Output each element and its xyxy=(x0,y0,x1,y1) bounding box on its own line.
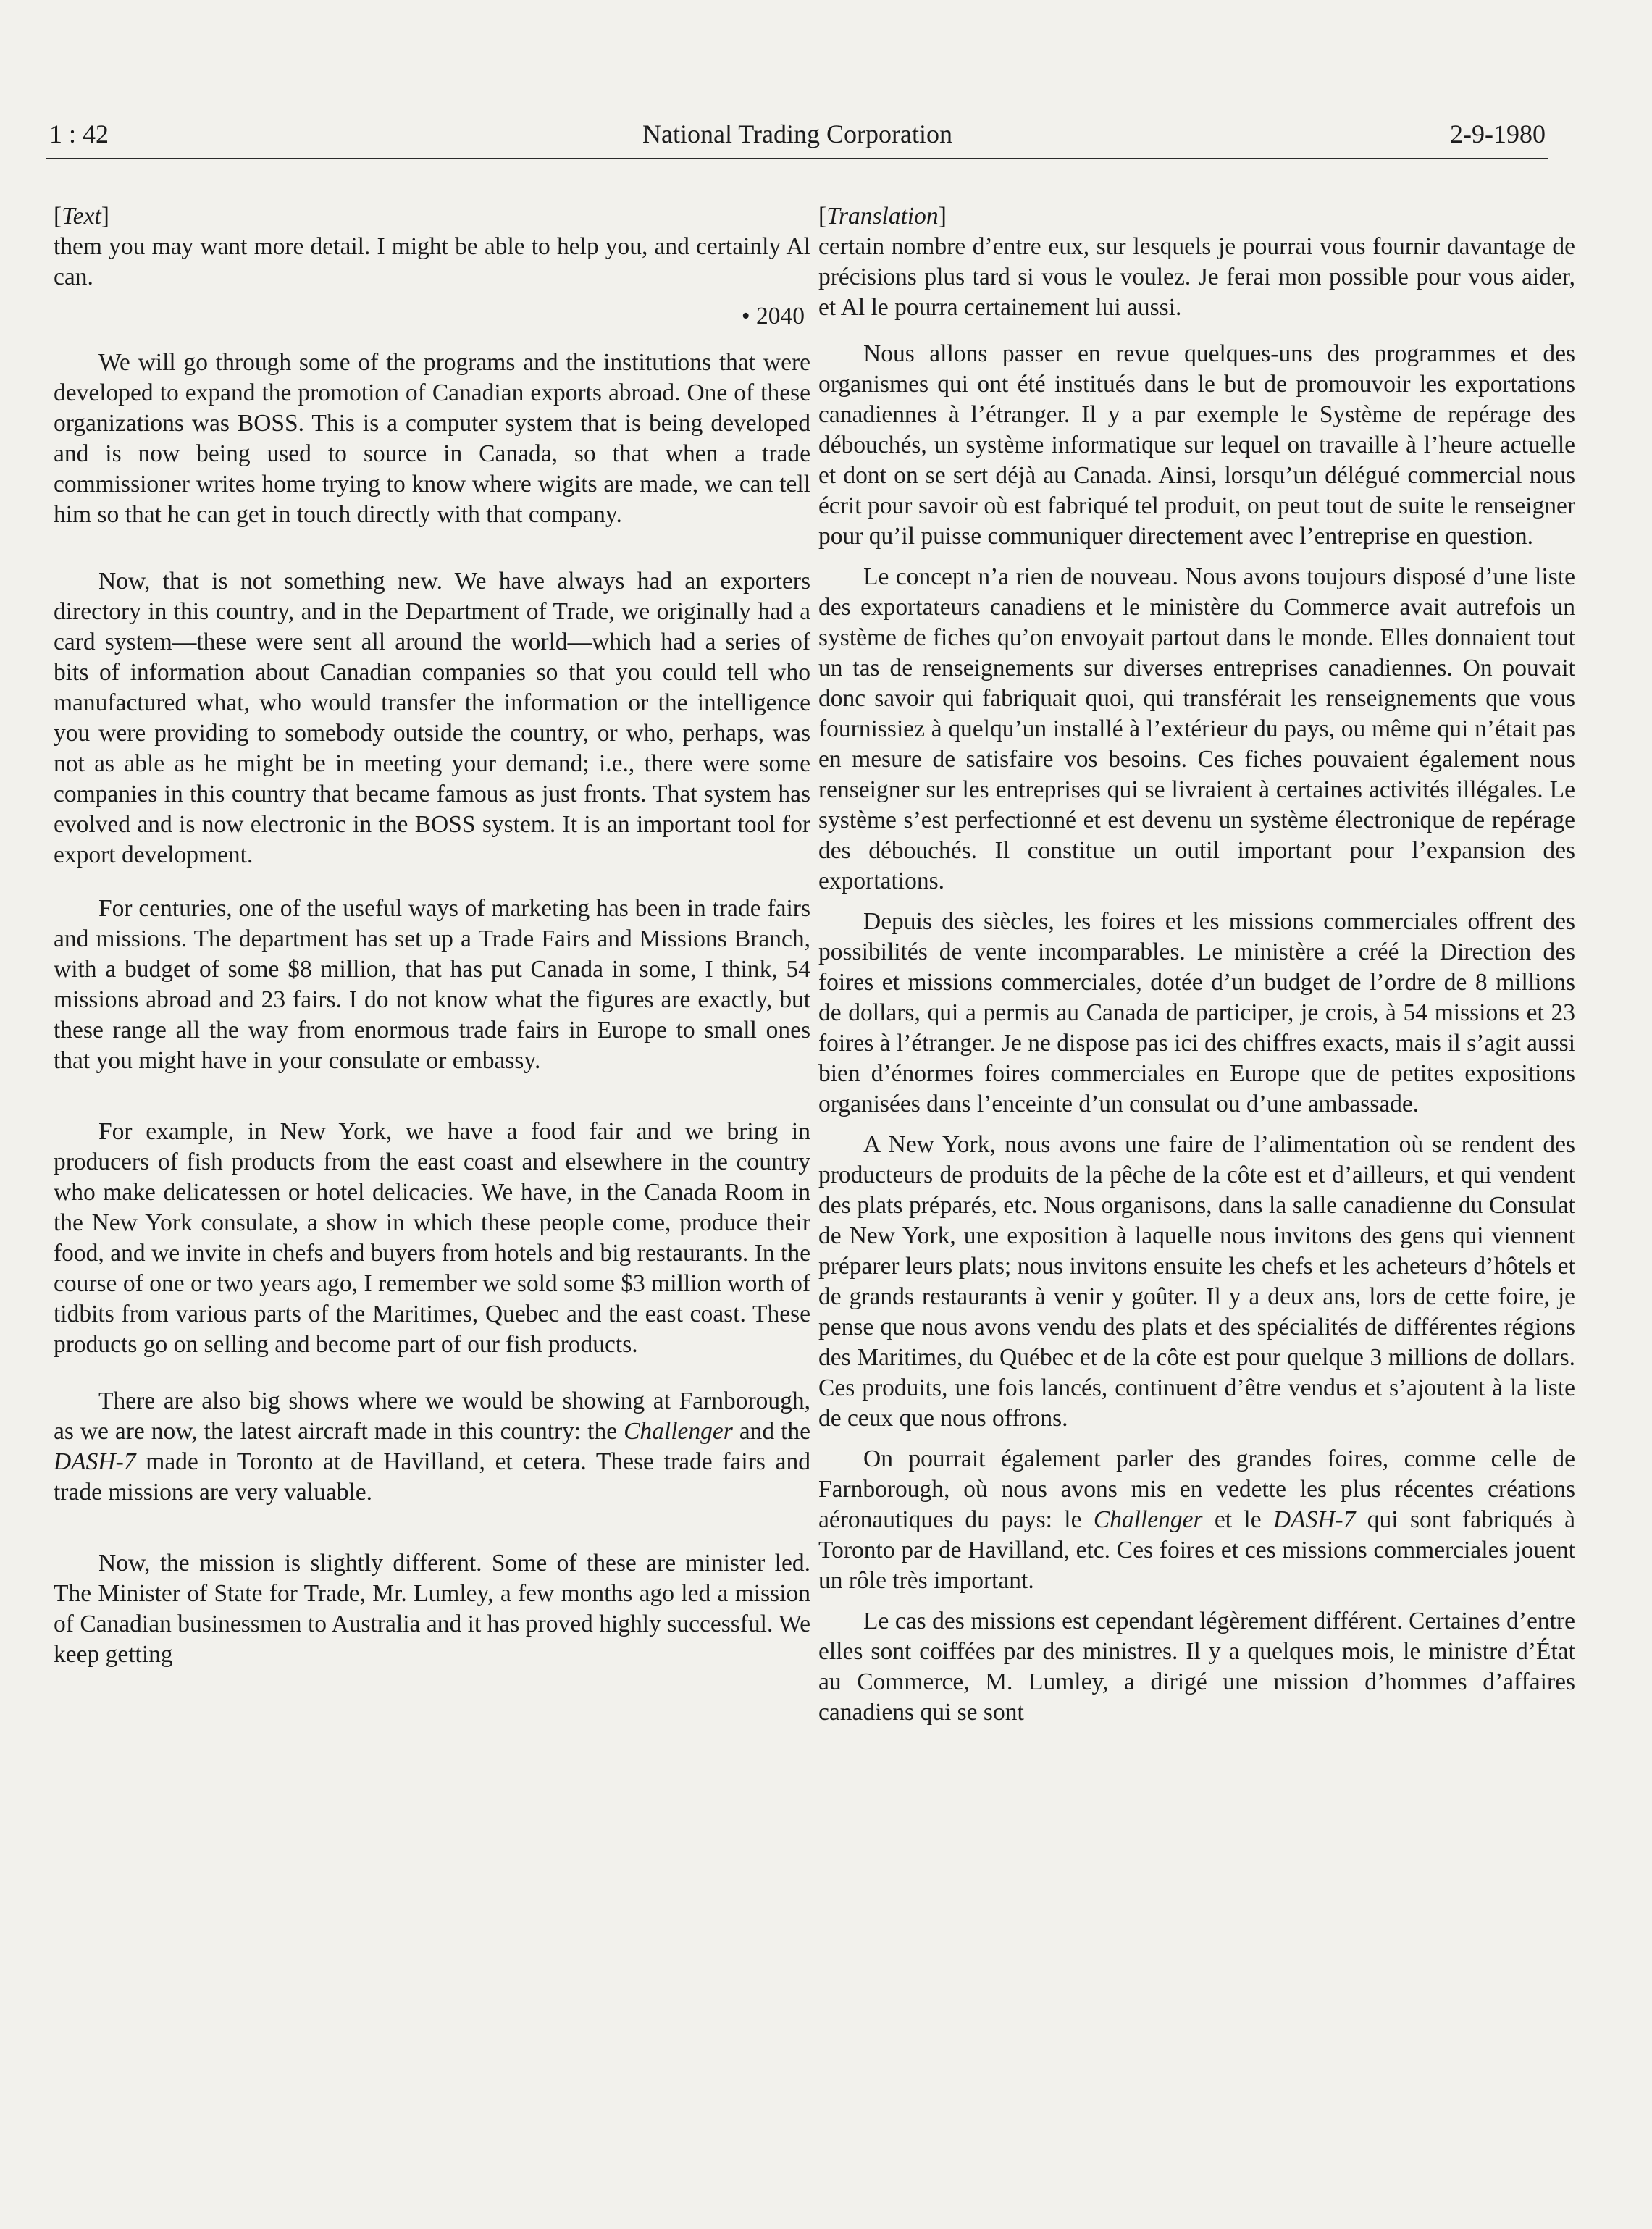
paragraph: On pourrait également parler des grandes foires, comme celle de Farnborough, où nous avons mis en vedette les plus récentes créations aéronautiques du pays: le Challenger et le DASH-7 qui sont fabriqués à Toronto par de Havilland, etc. Ces foires et ces missions commerciales jouent un rôle très important. xyxy=(818,1445,1575,1594)
paragraph: Depuis des siècles, les foires et les missions commerciales offrent des possibilités de vente incomparables. Le ministère a créé la Direction des foires et missions commerciales, dotée d’un budget de l’ordre de 8 millions de dollars, qui a permis au Canada de participer, je crois, à 54 missions et 23 foires à l’étranger. Je ne dispose pas ici des chiffres exacts, mais il s’agit aussi bien d’énormes foires commerciales en Europe que de petites expositions organisées dans l’enceinte d’un consulat ou d’une ambassade. xyxy=(818,908,1576,1117)
page-header xyxy=(46,114,1548,159)
page-number: 1 : 42 xyxy=(49,119,109,148)
english-column xyxy=(54,201,810,1670)
paragraph: them you may want more detail. I might be able to help you, and certainly Al can. xyxy=(54,233,810,290)
paragraph: A New York, nous avons une faire de l’alimentation où se rendent des producteurs de produits de la pêche de la côte est et d’ailleurs, et qui vendent des plats préparés, etc. Nous organisons, dans la salle canadienne du Consulat de New York, une exposition à laquelle nous invitons des gens qui viennent préparer leurs plats; nous invitons ensuite les chefs et les acheteurs d’hôtels et de grands restaurants à venir y goûter. Il y a deux ans, lors de cette foire, je pense que nous avons vendu des plats et des spécialités de différentes régions des Maritimes, du Québec et de la côte est pour quelque 3 millions de dollars. Ces produits, une fois lancés, continuent d’être vendus et s’ajoutent à la liste de ceux que nous offrons. xyxy=(818,1131,1575,1432)
paragraph: Now, that is not something new. We have always had an exporters directory in this country, and in the Department of Trade, we originally had a card system—these were sent all around the world—which had a series of bits of information about Canadian companies so that you could tell who manufactured what, who would transfer the information or the intelligence you were providing to somebody outside the country, or who, perhaps, was not as able as he might be in meeting your demand; i.e., there were some companies in this country that became famous as just fronts. That system has evolved and is now electronic in the BOSS system. It is an important tool for export development. xyxy=(54,568,810,868)
paragraph: Le concept n’a rien de nouveau. Nous avons toujours disposé d’une liste des exportateurs canadiens et le ministère du Commerce avait autrefois un système de fiches qu’on envoyait partout dans le monde. Elles donnaient tout un tas de renseignements sur diverses entreprises canadiennes. On pouvait donc savoir qui fabriquait quoi, qui transférait les renseignements que vous fournissiez à quelqu’un installé à l’extérieur du pays, ou même qui n’était pas en mesure de satisfaire vos besoins. Ces fiches pouvaient également nous renseigner sur les entreprises qui se livraient à certaines activités illégales. Le système s’est perfectionné et est devenu un système électronique de repérage des débouchés. Il constitue un outil important pour l’expansion des exportations. xyxy=(818,563,1575,894)
page-title: National Trading Corporation xyxy=(642,119,952,148)
translation-label: [Translation] xyxy=(818,203,947,230)
paragraph: For centuries, one of the useful ways of marketing has been in trade fairs and missions. The department has set up a Trade Fairs and Missions Branch, with a budget of some $8 million, that has put Canada in some, I think, 54 missions abroad and 23 fairs. I do not know what the figures are exactly, but these range all the way from enormous trade fairs in Europe to small ones that you might have in your consulate or embassy. xyxy=(54,895,810,1074)
paragraph: certain nombre d’entre eux, sur lesquels je pourrai vous fournir davantage de précisions plus tard si vous le voulez. Je ferai mon possible pour vous aider, et Al le pourra certainement lui aussi. xyxy=(818,233,1575,321)
page-date: 2-9-1980 xyxy=(1450,119,1546,148)
paragraph: We will go through some of the programs and the institutions that were developed to expand the promotion of Canadian exports abroad. One of these organizations was BOSS. This is a computer system that is being developed and is now being used to source in Canada, so that when a trade commissioner writes home trying to know where wigits are made, we can tell him so that he can get in touch directly with that company. xyxy=(54,349,810,528)
text-label: [Text] xyxy=(54,203,109,230)
time-marker: • 2040 xyxy=(741,303,805,329)
paragraph: Nous allons passer en revue quelques-uns des programmes et des organismes qui ont été institués dans le but de promouvoir les exportations canadiennes à l’étranger. Il y a par exemple le Système de repérage des débouchés, un système informatique sur lequel on travaille à l’heure actuelle et dont on se sert déjà au Canada. Ainsi, lorsqu’un délégué commercial nous écrit pour savoir où est fabriqué tel produit, on peut tout de suite le renseigner pour qu’il puisse communiquer directement avec l’entreprise en question. xyxy=(818,340,1575,550)
french-column xyxy=(818,201,1575,1728)
paragraph: Le cas des missions est cependant légèrement différent. Certaines d’entre elles sont coiffées par des ministres. Il y a quelques mois, le ministre d’État au Commerce, M. Lumley, a dirigé une mission d’hommes d’affaires canadiens qui se sont xyxy=(818,1608,1575,1726)
paragraph: There are also big shows where we would be showing at Farnborough, as we are now, the latest aircraft made in this country: the Challenger and the DASH-7 made in Toronto at de Havilland, et cetera. These trade fairs and trade missions are very valuable. xyxy=(54,1388,810,1506)
paragraph: Now, the mission is slightly different. Some of these are minister led. The Minister of State for Trade, Mr. Lumley, a few months ago led a mission of Canadian businessmen to Australia and it has proved highly successful. We keep getting xyxy=(54,1550,810,1668)
paragraph: For example, in New York, we have a food fair and we bring in producers of fish products from the east coast and elsewhere in the country who make delicatessen or hotel delicacies. We have, in the Canada Room in the New York consulate, a show in which these people come, produce their food, and we invite in chefs and buyers from hotels and big restaurants. In the course of one or two years ago, I remember we sold some $3 million worth of tidbits from various parts of the Maritimes, Quebec and the east coast. These products go on selling and become part of our fish products. xyxy=(54,1118,810,1358)
